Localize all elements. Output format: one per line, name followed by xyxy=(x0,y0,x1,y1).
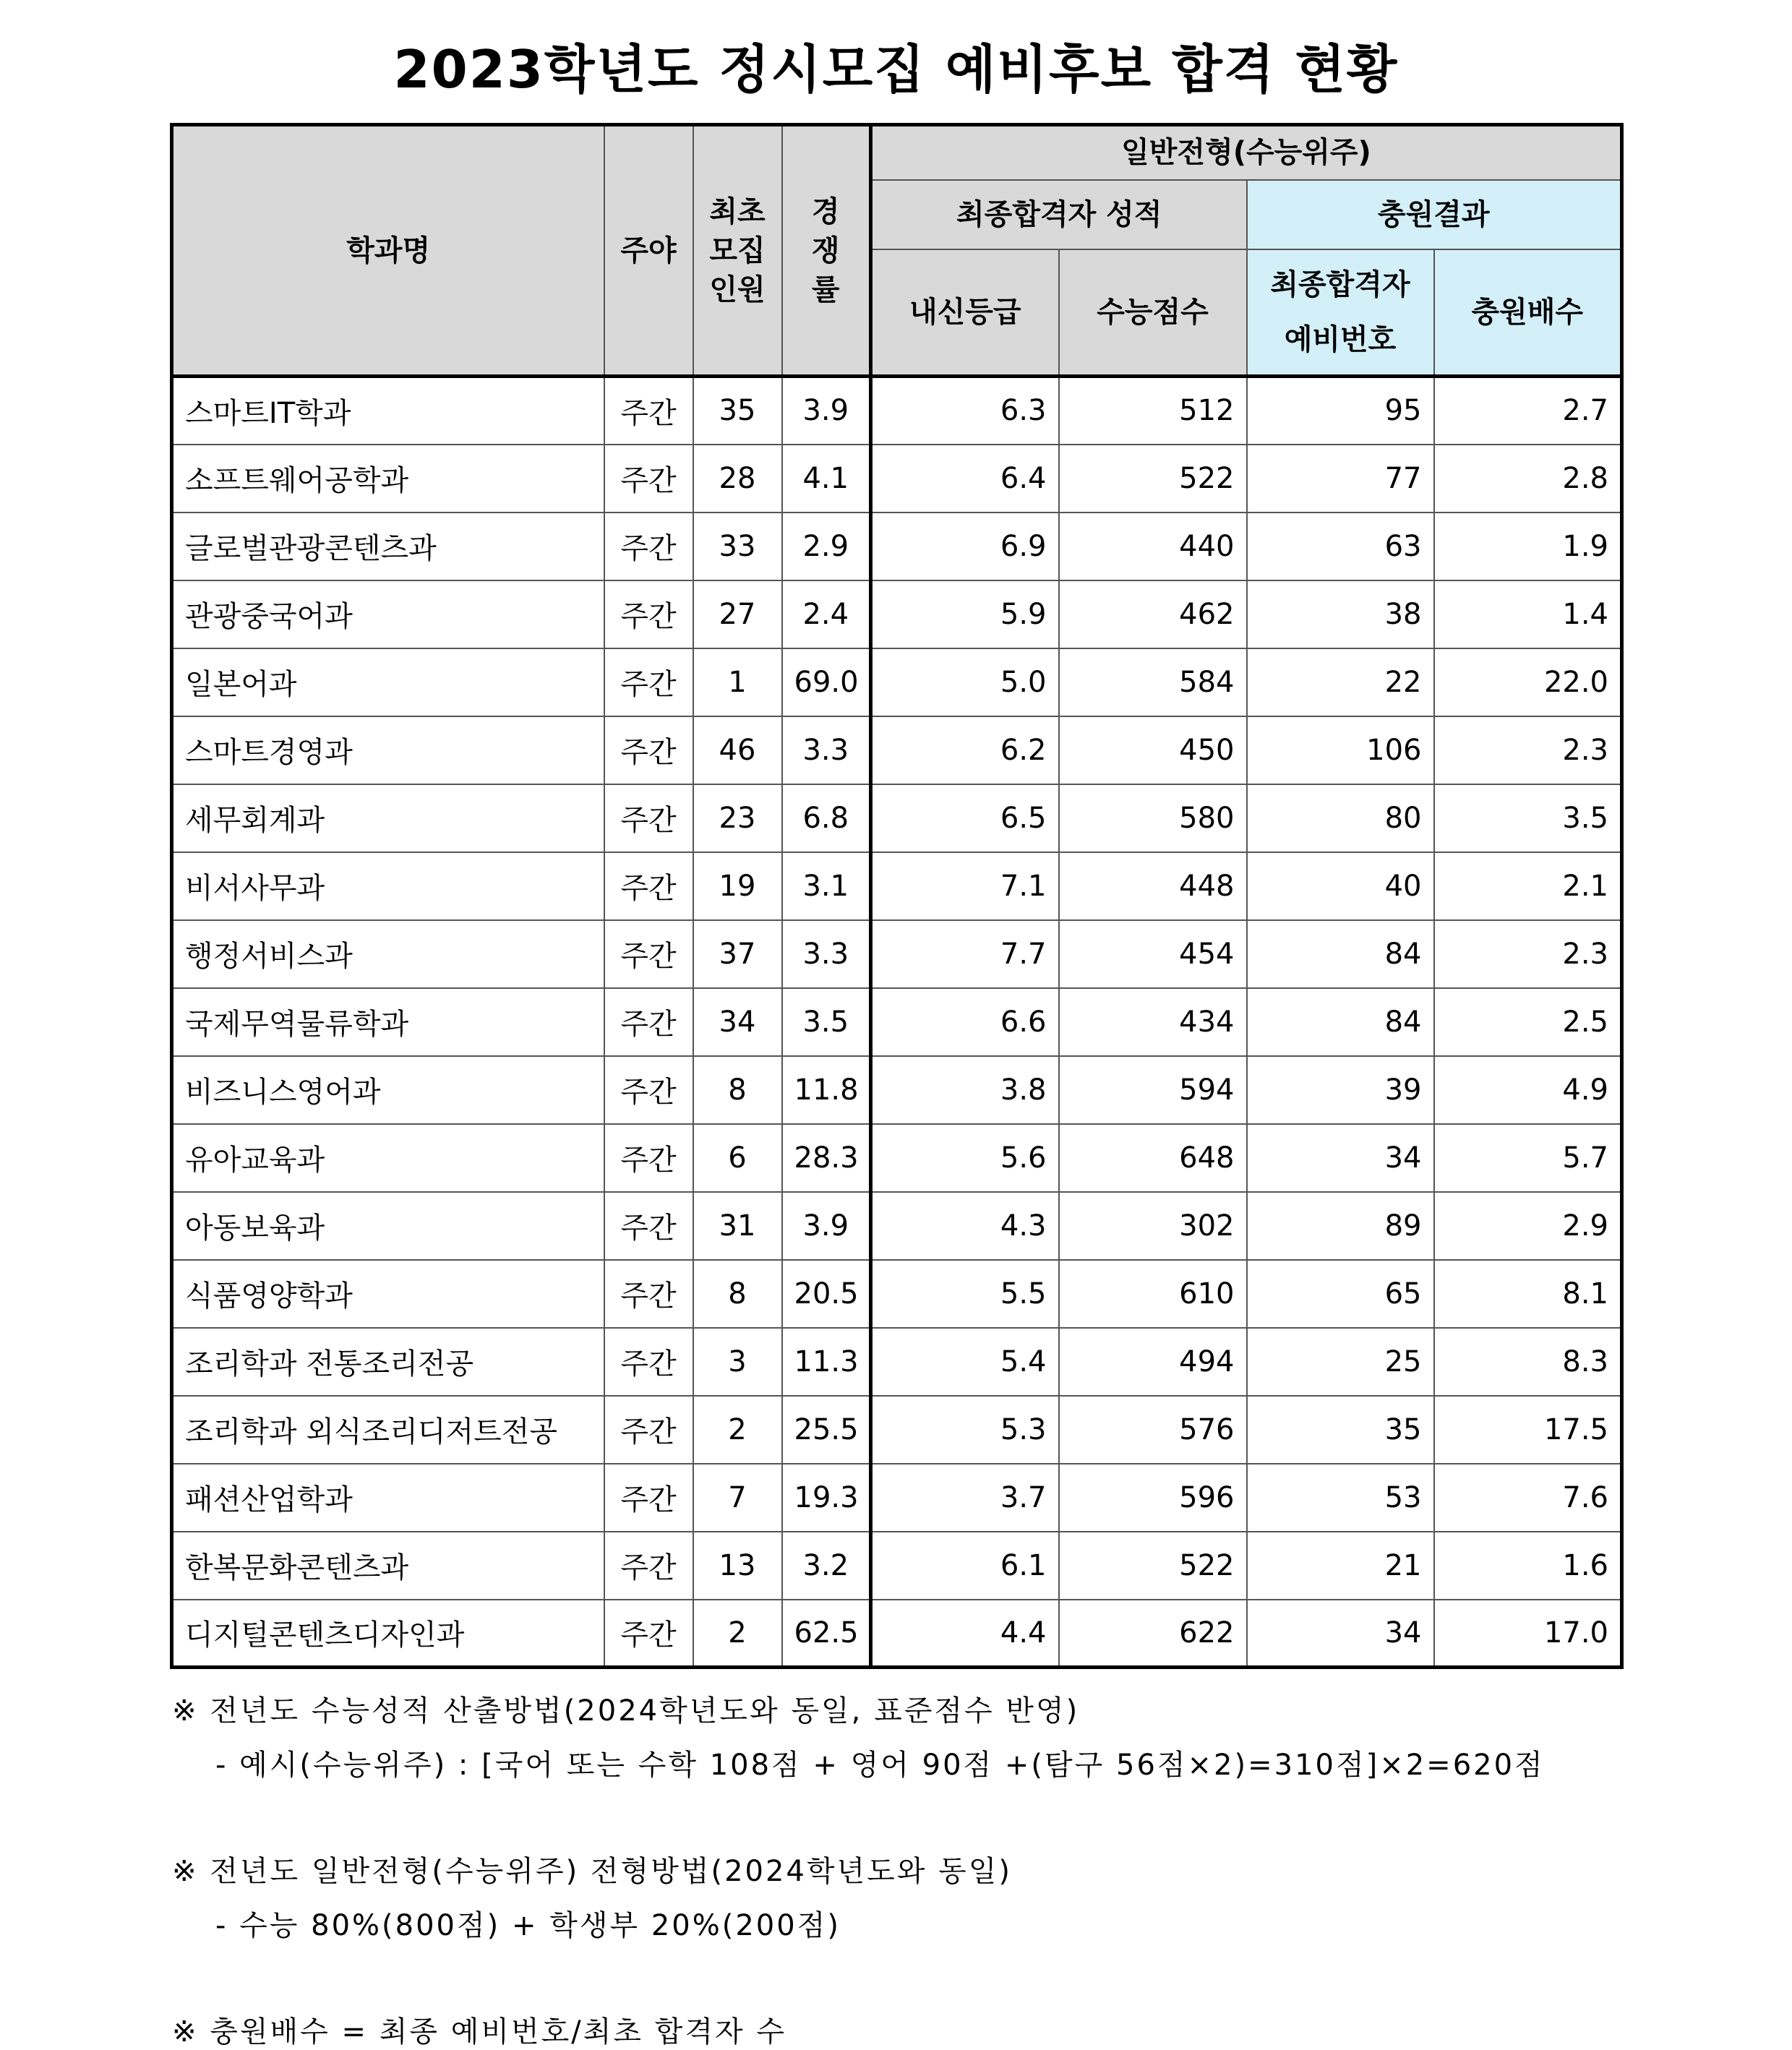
cell-competition: 2.9 xyxy=(782,512,871,580)
table-row xyxy=(172,1260,1622,1328)
cell-dept-name: 아동보육과 xyxy=(172,1192,604,1260)
cell-score: 512 xyxy=(1059,377,1247,445)
cell-score: 450 xyxy=(1059,716,1247,784)
cell-dept-name: 비서사무과 xyxy=(172,852,604,920)
cell-initial: 37 xyxy=(693,920,782,988)
cell-session: 주간 xyxy=(604,1260,693,1328)
cell-competition: 2.4 xyxy=(782,580,871,648)
cell-dept-name: 관광중국어과 xyxy=(172,580,604,648)
cell-grade: 6.9 xyxy=(871,512,1059,580)
cell-waitlist: 38 xyxy=(1247,580,1434,648)
table-row xyxy=(172,852,1622,920)
cell-multiple: 4.9 xyxy=(1434,1056,1622,1124)
header-waitlist-line2: 예비번호 xyxy=(1284,322,1397,356)
cell-initial: 7 xyxy=(693,1464,782,1532)
header-initial-line2: 모집 xyxy=(709,233,766,267)
cell-score: 580 xyxy=(1059,784,1247,852)
cell-score: 576 xyxy=(1059,1396,1247,1464)
cell-grade: 6.4 xyxy=(871,445,1059,512)
cell-score: 596 xyxy=(1059,1464,1247,1532)
cell-session: 주간 xyxy=(604,1124,693,1192)
header-competition xyxy=(782,125,871,377)
table-row xyxy=(172,1532,1622,1600)
cell-score: 522 xyxy=(1059,445,1247,512)
table-row xyxy=(172,716,1622,784)
cell-multiple: 2.9 xyxy=(1434,1192,1622,1260)
cell-dept-name: 일본어과 xyxy=(172,648,604,716)
cell-grade: 3.7 xyxy=(871,1464,1059,1532)
cell-dept-name: 조리학과 전통조리전공 xyxy=(172,1328,604,1396)
cell-grade: 6.5 xyxy=(871,784,1059,852)
cell-score: 448 xyxy=(1059,852,1247,920)
cell-session: 주간 xyxy=(604,1192,693,1260)
table-row xyxy=(172,1192,1622,1260)
cell-competition: 11.8 xyxy=(782,1056,871,1124)
cell-initial: 8 xyxy=(693,1056,782,1124)
cell-initial: 33 xyxy=(693,512,782,580)
header-general: 일반전형(수능위주) xyxy=(871,125,1622,180)
note-fill-multiple: ※ 충원배수 = 최종 예비번호/최초 합격자 수 xyxy=(172,2015,787,2049)
note-selection-ratio: - 수능 80%(800점) + 학생부 20%(200점) xyxy=(215,1909,841,1942)
cell-multiple: 17.0 xyxy=(1434,1600,1622,1668)
cell-grade: 7.1 xyxy=(871,852,1059,920)
cell-multiple: 1.9 xyxy=(1434,512,1622,580)
cell-grade: 7.7 xyxy=(871,920,1059,988)
cell-initial: 1 xyxy=(693,648,782,716)
cell-dept-name: 패션산업학과 xyxy=(172,1464,604,1532)
cell-score: 622 xyxy=(1059,1600,1247,1668)
header-session: 주야 xyxy=(604,125,693,377)
cell-score: 454 xyxy=(1059,920,1247,988)
table-row xyxy=(172,1600,1622,1668)
cell-competition: 3.9 xyxy=(782,1192,871,1260)
cell-session: 주간 xyxy=(604,512,693,580)
page-title: 2023학년도 정시모집 예비후보 합격 현황 xyxy=(393,39,1399,100)
cell-session: 주간 xyxy=(604,445,693,512)
cell-competition: 69.0 xyxy=(782,648,871,716)
cell-grade: 6.6 xyxy=(871,988,1059,1056)
cell-grade: 6.1 xyxy=(871,1532,1059,1600)
header-initial-line1: 최초 xyxy=(709,194,766,228)
note-score-method: ※ 전년도 수능성적 산출방법(2024학년도와 동일, 표준점수 반영) xyxy=(172,1694,1080,1728)
header-naesin: 내신등급 xyxy=(871,249,1059,377)
cell-multiple: 7.6 xyxy=(1434,1464,1622,1532)
cell-grade: 3.8 xyxy=(871,1056,1059,1124)
header-comp-line2: 쟁 xyxy=(811,233,840,267)
cell-waitlist: 22 xyxy=(1247,648,1434,716)
cell-session: 주간 xyxy=(604,1056,693,1124)
table-row xyxy=(172,648,1622,716)
table-body xyxy=(172,377,1622,1668)
table-row xyxy=(172,1124,1622,1192)
header-final-grades: 최종합격자 성적 xyxy=(871,180,1247,249)
cell-waitlist: 84 xyxy=(1247,988,1434,1056)
table-row xyxy=(172,1396,1622,1464)
cell-competition: 3.1 xyxy=(782,852,871,920)
cell-session: 주간 xyxy=(604,1532,693,1600)
cell-waitlist: 34 xyxy=(1247,1124,1434,1192)
cell-initial: 27 xyxy=(693,580,782,648)
cell-session: 주간 xyxy=(604,920,693,988)
cell-score: 594 xyxy=(1059,1056,1247,1124)
cell-score: 302 xyxy=(1059,1192,1247,1260)
cell-competition: 28.3 xyxy=(782,1124,871,1192)
cell-initial: 3 xyxy=(693,1328,782,1396)
cell-waitlist: 84 xyxy=(1247,920,1434,988)
notes-section xyxy=(172,1688,1618,2050)
table-row xyxy=(172,580,1622,648)
cell-dept-name: 유아교육과 xyxy=(172,1124,604,1192)
cell-score: 522 xyxy=(1059,1532,1247,1600)
header-waitlist-line1: 최종합격자 xyxy=(1270,267,1410,301)
cell-grade: 6.2 xyxy=(871,716,1059,784)
cell-session: 주간 xyxy=(604,377,693,445)
table-row xyxy=(172,988,1622,1056)
cell-score: 584 xyxy=(1059,648,1247,716)
cell-multiple: 3.5 xyxy=(1434,784,1622,852)
cell-dept-name: 행정서비스과 xyxy=(172,920,604,988)
cell-waitlist: 53 xyxy=(1247,1464,1434,1532)
table-row xyxy=(172,377,1622,445)
cell-dept-name: 한복문화콘텐츠과 xyxy=(172,1532,604,1600)
cell-competition: 62.5 xyxy=(782,1600,871,1668)
cell-dept-name: 스마트IT학과 xyxy=(172,377,604,445)
cell-waitlist: 95 xyxy=(1247,377,1434,445)
cell-competition: 11.3 xyxy=(782,1328,871,1396)
cell-score: 440 xyxy=(1059,512,1247,580)
header-suneung: 수능점수 xyxy=(1059,249,1247,377)
cell-competition: 19.3 xyxy=(782,1464,871,1532)
cell-dept-name: 비즈니스영어과 xyxy=(172,1056,604,1124)
cell-session: 주간 xyxy=(604,852,693,920)
cell-initial: 19 xyxy=(693,852,782,920)
cell-competition: 3.5 xyxy=(782,988,871,1056)
cell-initial: 6 xyxy=(693,1124,782,1192)
cell-competition: 3.2 xyxy=(782,1532,871,1600)
cell-session: 주간 xyxy=(604,580,693,648)
cell-score: 610 xyxy=(1059,1260,1247,1328)
cell-initial: 28 xyxy=(693,445,782,512)
cell-session: 주간 xyxy=(604,1464,693,1532)
cell-dept-name: 세무회계과 xyxy=(172,784,604,852)
cell-initial: 31 xyxy=(693,1192,782,1260)
cell-waitlist: 106 xyxy=(1247,716,1434,784)
cell-score: 462 xyxy=(1059,580,1247,648)
cell-multiple: 2.3 xyxy=(1434,716,1622,784)
cell-initial: 34 xyxy=(693,988,782,1056)
cell-waitlist: 25 xyxy=(1247,1328,1434,1396)
table-row xyxy=(172,1464,1622,1532)
cell-multiple: 8.3 xyxy=(1434,1328,1622,1396)
header-initial-line3: 인원 xyxy=(709,273,766,306)
cell-initial: 35 xyxy=(693,377,782,445)
cell-waitlist: 63 xyxy=(1247,512,1434,580)
table-row xyxy=(172,1056,1622,1124)
cell-initial: 8 xyxy=(693,1260,782,1328)
cell-dept-name: 국제무역물류학과 xyxy=(172,988,604,1056)
table-row xyxy=(172,512,1622,580)
cell-waitlist: 40 xyxy=(1247,852,1434,920)
cell-multiple: 2.8 xyxy=(1434,445,1622,512)
cell-session: 주간 xyxy=(604,716,693,784)
header-initial xyxy=(693,125,782,377)
header-comp-line1: 경 xyxy=(811,194,840,228)
cell-dept-name: 식품영양학과 xyxy=(172,1260,604,1328)
cell-multiple: 17.5 xyxy=(1434,1396,1622,1464)
cell-dept-name: 스마트경영과 xyxy=(172,716,604,784)
header-fill-result: 충원결과 xyxy=(1247,180,1622,249)
table-row xyxy=(172,1328,1622,1396)
cell-competition: 3.9 xyxy=(782,377,871,445)
cell-initial: 2 xyxy=(693,1396,782,1464)
cell-initial: 2 xyxy=(693,1600,782,1668)
header-waitlist xyxy=(1247,249,1434,377)
cell-grade: 5.5 xyxy=(871,1260,1059,1328)
cell-session: 주간 xyxy=(604,1600,693,1668)
cell-dept-name: 조리학과 외식조리디저트전공 xyxy=(172,1396,604,1464)
note-score-example: - 예시(수능위주) : [국어 또는 수학 108점 + 영어 90점 +(탐구 56점×2)=310점]×2=620점 xyxy=(215,1749,1545,1782)
cell-session: 주간 xyxy=(604,784,693,852)
cell-competition: 6.8 xyxy=(782,784,871,852)
cell-session: 주간 xyxy=(604,1328,693,1396)
cell-score: 648 xyxy=(1059,1124,1247,1192)
cell-waitlist: 65 xyxy=(1247,1260,1434,1328)
cell-grade: 4.4 xyxy=(871,1600,1059,1668)
cell-waitlist: 21 xyxy=(1247,1532,1434,1600)
header-comp-line3: 률 xyxy=(811,273,840,306)
cell-initial: 23 xyxy=(693,784,782,852)
note-selection-method: ※ 전년도 일반전형(수능위주) 전형방법(2024학년도와 동일) xyxy=(172,1855,1013,1888)
cell-competition: 3.3 xyxy=(782,716,871,784)
cell-waitlist: 77 xyxy=(1247,445,1434,512)
cell-session: 주간 xyxy=(604,1396,693,1464)
cell-waitlist: 89 xyxy=(1247,1192,1434,1260)
cell-session: 주간 xyxy=(604,648,693,716)
cell-grade: 5.6 xyxy=(871,1124,1059,1192)
cell-competition: 20.5 xyxy=(782,1260,871,1328)
cell-dept-name: 글로벌관광콘텐츠과 xyxy=(172,512,604,580)
cell-competition: 3.3 xyxy=(782,920,871,988)
cell-multiple: 2.3 xyxy=(1434,920,1622,988)
cell-multiple: 2.1 xyxy=(1434,852,1622,920)
cell-grade: 6.3 xyxy=(871,377,1059,445)
cell-dept-name: 소프트웨어공학과 xyxy=(172,445,604,512)
cell-score: 494 xyxy=(1059,1328,1247,1396)
cell-grade: 5.0 xyxy=(871,648,1059,716)
table-row xyxy=(172,445,1622,512)
cell-waitlist: 80 xyxy=(1247,784,1434,852)
header-dept: 학과명 xyxy=(172,125,604,377)
cell-grade: 5.9 xyxy=(871,580,1059,648)
table-row xyxy=(172,920,1622,988)
cell-waitlist: 35 xyxy=(1247,1396,1434,1464)
cell-competition: 25.5 xyxy=(782,1396,871,1464)
cell-initial: 46 xyxy=(693,716,782,784)
cell-multiple: 1.6 xyxy=(1434,1532,1622,1600)
cell-multiple: 5.7 xyxy=(1434,1124,1622,1192)
cell-score: 434 xyxy=(1059,988,1247,1056)
cell-grade: 4.3 xyxy=(871,1192,1059,1260)
table-row xyxy=(172,784,1622,852)
cell-grade: 5.3 xyxy=(871,1396,1059,1464)
cell-multiple: 22.0 xyxy=(1434,648,1622,716)
cell-session: 주간 xyxy=(604,988,693,1056)
admission-results-table xyxy=(170,123,1624,1669)
cell-dept-name: 디지털콘텐츠디자인과 xyxy=(172,1600,604,1668)
header-multiple: 충원배수 xyxy=(1434,249,1622,377)
cell-initial: 13 xyxy=(693,1532,782,1600)
cell-multiple: 8.1 xyxy=(1434,1260,1622,1328)
cell-grade: 5.4 xyxy=(871,1328,1059,1396)
cell-waitlist: 39 xyxy=(1247,1056,1434,1124)
cell-waitlist: 34 xyxy=(1247,1600,1434,1668)
cell-multiple: 2.7 xyxy=(1434,377,1622,445)
cell-multiple: 1.4 xyxy=(1434,580,1622,648)
cell-competition: 4.1 xyxy=(782,445,871,512)
cell-multiple: 2.5 xyxy=(1434,988,1622,1056)
